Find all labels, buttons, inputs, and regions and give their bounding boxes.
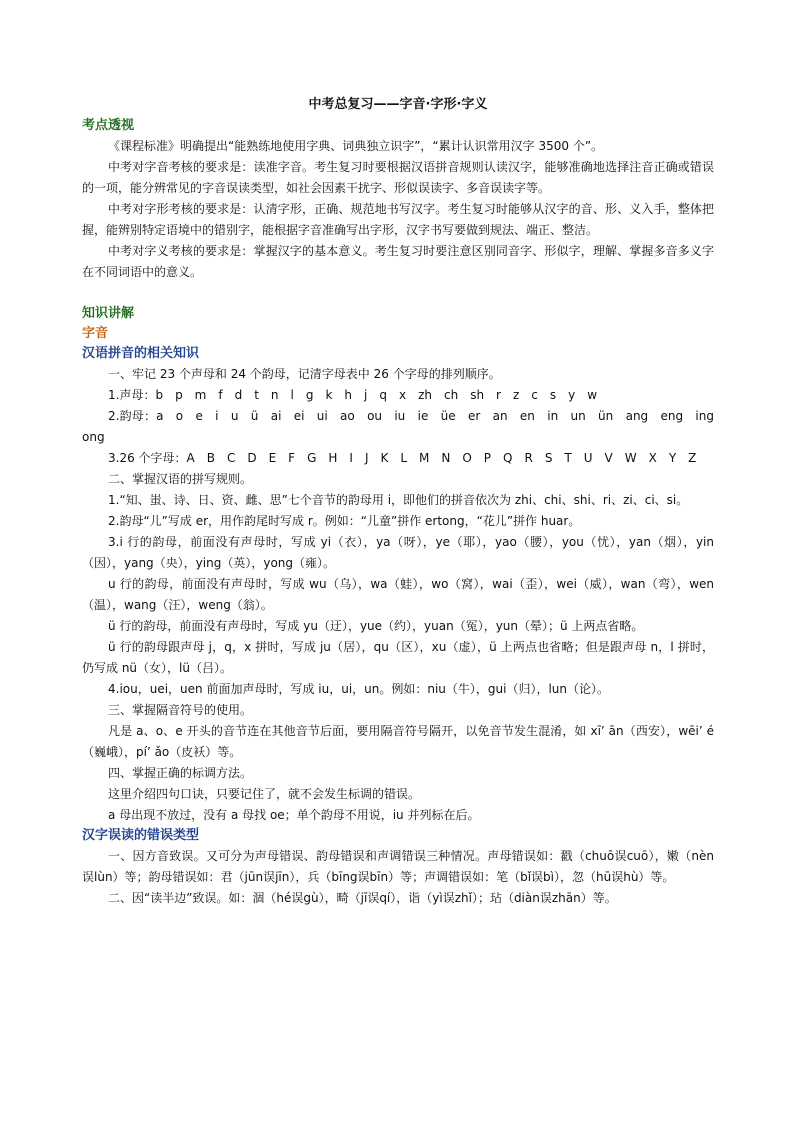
subheading-pinyin: 汉语拼音的相关知识 [82, 346, 200, 361]
paragraph: 中考对字形考核的要求是：认清字形，正确、规范地书写汉字。考生复习时能够从汉字的音、形、义入手，整体把握，能辨别特定语境中的错别字，能根据字音准确写出字形，汉字书写要做到规法、端正、整洁。 [82, 202, 714, 237]
paragraph: 1.声母：b p m f d t n l g k h j q x zh ch sh r z c s y w [108, 388, 598, 402]
paragraph: 3.i 行的韵母，前面没有声母时，写成 yi（衣），ya（呀），ye（耶），yao（腰），you（忧），yan（烟），yin（因），yang（央），ying（英），yong（雍）。 [82, 535, 714, 570]
paragraph: ü 行的韵母跟声母 j，q，x 拼时，写成 ju（居），qu（区），xu（虚），ü 上两点也省略；但是跟声母 n，l 拼时，仍写成 nü（女），lü（吕）。 [82, 640, 714, 675]
paragraph: 二、掌握汉语的拼写规则。 [108, 472, 253, 486]
paragraph: 三、掌握隔音符号的使用。 [108, 703, 253, 717]
paragraph: 四、掌握正确的标调方法。 [108, 766, 253, 780]
paragraph: 3.26 个字母：A B C D E F G H I J K L M N O P Q R S T U V W X Y Z [108, 451, 697, 465]
subheading-wudu: 汉字误读的错误类型 [82, 828, 200, 843]
paragraph: 中考对字义考核的要求是：掌握汉字的基本意义。考生复习时要注意区别同音字、形似字，理解、掌握多音多义字在不同词语中的意义。 [82, 244, 714, 279]
section-heading-kaodian: 考点透视 [82, 118, 135, 133]
document-page [82, 96, 727, 909]
paragraph: 一、牢记 23 个声母和 24 个韵母，记清字母表中 26 个字母的排列顺序。 [108, 367, 501, 381]
document-title: 中考总复习——字音·字形·字义 [308, 97, 488, 112]
paragraph: u 行的韵母，前面没有声母时，写成 wu（乌），wa（蛙），wo（窝），wai（歪），wei（威），wan（弯），wen（温），wang（汪），weng（翁）。 [82, 577, 714, 612]
paragraph: 一、因方音致误。又可分为声母错误、韵母错误和声调错误三种情况。声母错误如：戳（chuō误cuō），嫩（nèn误lùn）等；韵母错误如：君（jūn误jīn），兵（bīng误bīn）等；声调错误如：笔（bǐ误bì），忽（hū误hù）等。 [82, 849, 714, 884]
paragraph: 《课程标准》明确提出“能熟练地使用字典、词典独立识字”，“累计认识常用汉字 3500 个”。 [108, 139, 604, 153]
paragraph: 4.iou，uei，uen 前面加声母时，写成 iu，ui，un。例如：niu（牛），gui（归），lun（论）。 [108, 682, 610, 696]
subheading-ziyin: 字音 [82, 326, 109, 341]
paragraph: 中考对字音考核的要求是：读准字音。考生复习时要根据汉语拼音规则认读汉字，能够准确地选择注音正确或错误的一项，能分辨常见的字音误读类型，如社会因素干扰字、形似误读字、多音误读字等。 [82, 160, 714, 195]
paragraph: 这里介绍四句口诀，只要记住了，就不会发生标调的错误。 [108, 787, 421, 801]
paragraph: 凡是 a、o、e 开头的音节连在其他音节后面，要用隔音符号隔开，以免音节发生混淆，如 xī’ ān（西安），wēi’ é（巍峨），pí’ ǎo（皮袄）等。 [82, 724, 714, 759]
paragraph: 二、因“读半边”致误。如：涸（hé误gù），畸（jī误qí），诣（yì误zhǐ）；玷（diàn误zhān）等。 [108, 891, 617, 905]
paragraph: 1.“知、蚩、诗、日、资、雌、思”七个音节的韵母用 i，即他们的拼音依次为 zhi、chi、shi、ri、zi、ci、si。 [108, 493, 689, 507]
paragraph: 2.韵母“儿”写成 er，用作韵尾时写成 r。例如：“儿童”拼作 ertong，“花儿”拼作 huar。 [108, 514, 581, 528]
paragraph: a 母出现不放过，没有 a 母找 oe；单个韵母不用说，iu 并列标在后。 [108, 808, 480, 822]
paragraph: 2.韵母：a o e i u ü ai ei ui ao ou iu ie üe er an en in un ün ang eng ing ong [82, 409, 727, 444]
paragraph: ü 行的韵母，前面没有声母时，写成 yu（迂），yue（约），yuan（冤），yun（晕）；ü 上两点省略。 [108, 619, 644, 633]
section-heading-zhishi: 知识讲解 [82, 306, 135, 321]
